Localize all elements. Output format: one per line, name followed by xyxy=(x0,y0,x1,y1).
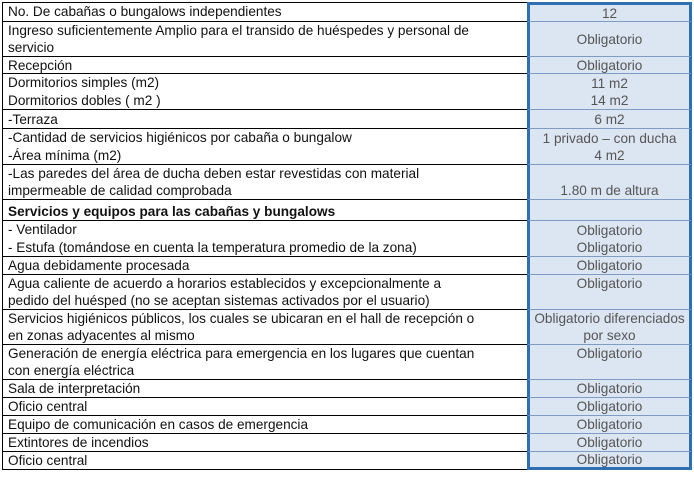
table-cell-label xyxy=(2,452,527,470)
cell-text: Obligatorio xyxy=(576,399,643,414)
cell-text: pedido del huésped (no se aceptan sistemas activados por el usuario) xyxy=(8,293,430,308)
table-cell-label xyxy=(2,221,527,239)
cell-text: Oficio central xyxy=(8,399,88,414)
cell-text: Extintores de incendios xyxy=(8,435,149,450)
table-cell-value xyxy=(527,416,692,434)
table-cell-value xyxy=(527,2,692,22)
cell-text: - Ventilador xyxy=(8,222,77,237)
table-cell-value xyxy=(527,221,692,239)
cell-text: Sala de interpretación xyxy=(8,381,141,396)
table-cell-label xyxy=(2,2,527,22)
table-cell-value xyxy=(527,147,692,165)
table-cell-value xyxy=(527,257,692,275)
cell-text: Obligatorio xyxy=(576,222,643,238)
table-cell-value xyxy=(527,74,692,92)
cell-text: Agua caliente de acuerdo a horarios establecidos y excepcionalmente a xyxy=(8,276,442,291)
cell-text: Oficio central xyxy=(8,453,88,468)
cell-text: Servicios y equipos para las cabañas y bungalows xyxy=(8,204,336,219)
cell-text: 6 m2 xyxy=(594,111,625,127)
table-cell-value xyxy=(527,110,692,129)
table-cell-value xyxy=(527,239,692,257)
table-cell-value xyxy=(527,310,692,345)
cell-text: en zonas adyacentes al mismo xyxy=(8,328,195,343)
cell-text: con energía eléctrica xyxy=(8,363,135,378)
cell-text: 12 xyxy=(601,5,618,21)
cell-text: 4 m2 xyxy=(594,148,625,163)
cell-text: Obligatorio xyxy=(576,346,643,361)
cell-text: impermeable de calidad comprobada xyxy=(8,183,232,198)
cell-text: 11 m2 xyxy=(591,75,628,91)
table-cell-value xyxy=(527,345,692,380)
table-cell-label xyxy=(2,74,527,92)
table-cell-label xyxy=(2,165,527,200)
table-cell-label xyxy=(2,257,527,275)
cell-text: Obligatorio xyxy=(576,435,643,450)
cell-text: Ingreso suficientemente Amplio para el transido de huéspedes y personal de xyxy=(8,23,469,38)
cell-text: Agua debidamente procesada xyxy=(8,258,190,273)
cell-text: 1.80 m de altura xyxy=(560,183,659,198)
cell-text: -Área mínima (m2) xyxy=(8,148,122,163)
table-cell-value xyxy=(527,57,692,74)
cell-text: Obligatorio xyxy=(576,240,643,255)
cell-text: Obligatorio xyxy=(576,31,643,47)
table-cell-label xyxy=(2,416,527,434)
table-cell-label xyxy=(2,434,527,452)
table-cell-label xyxy=(2,129,527,147)
table-cell-label xyxy=(2,110,527,129)
cell-text: Obligatorio xyxy=(576,57,643,73)
cell-text: Servicios higiénicos públicos, los cuales se ubicaran en el hall de recepción o xyxy=(8,311,475,326)
table-cell-label xyxy=(2,147,527,165)
cell-text: por sexo xyxy=(583,328,636,343)
table-cell-value xyxy=(527,129,692,147)
table-cell-value xyxy=(527,200,692,221)
cell-text: - Estufa (tomándose en cuenta la temperatura promedio de la zona) xyxy=(8,240,417,255)
table-cell-value xyxy=(527,22,692,57)
table-cell-label xyxy=(2,398,527,416)
cell-text: Recepción xyxy=(8,58,73,73)
cell-text: Generación de energía eléctrica para emergencia en los lugares que cuentan xyxy=(8,346,475,361)
cell-text: Obligatorio diferenciados xyxy=(534,311,685,326)
table-cell-value xyxy=(527,434,692,452)
table-cell-label xyxy=(2,57,527,74)
cell-text: 1 privado – con ducha xyxy=(542,130,677,146)
cell-text: Obligatorio xyxy=(576,276,643,291)
table-cell-value xyxy=(527,275,692,310)
table-cell-label xyxy=(2,345,527,380)
cell-text: 14 m2 xyxy=(590,93,629,108)
table-cell-label xyxy=(2,92,527,110)
cell-text: Obligatorio xyxy=(576,417,643,432)
cell-text: Equipo de comunicación en casos de emergencia xyxy=(8,417,309,432)
cell-text: Dormitorios dobles ( m2 ) xyxy=(8,93,161,108)
cell-text: Obligatorio xyxy=(576,381,643,396)
table-cell-label xyxy=(2,380,527,398)
cell-text: -Terraza xyxy=(8,111,58,127)
cell-text: servicio xyxy=(8,40,55,55)
cell-text: Obligatorio xyxy=(576,452,643,467)
table-cell-label xyxy=(2,22,527,57)
table-cell-value xyxy=(527,398,692,416)
table-cell-value xyxy=(527,452,692,470)
cell-text: Dormitorios simples (m2) xyxy=(8,75,160,90)
requirements-table xyxy=(2,2,692,491)
cell-text: -Cantidad de servicios higiénicos por cabaña o bungalow xyxy=(8,130,352,145)
cell-text: Obligatorio xyxy=(576,258,643,273)
section-heading xyxy=(2,200,527,221)
table-cell-value xyxy=(527,380,692,398)
table-cell-label xyxy=(2,275,527,310)
cell-text: No. De cabañas o bungalows independientes xyxy=(8,4,282,19)
table-cell-value xyxy=(527,165,692,200)
table-cell-value xyxy=(527,92,692,110)
cell-text: -Las paredes del área de ducha deben estar revestidas con material xyxy=(8,166,420,181)
table-cell-label xyxy=(2,239,527,257)
table-cell-label xyxy=(2,310,527,345)
